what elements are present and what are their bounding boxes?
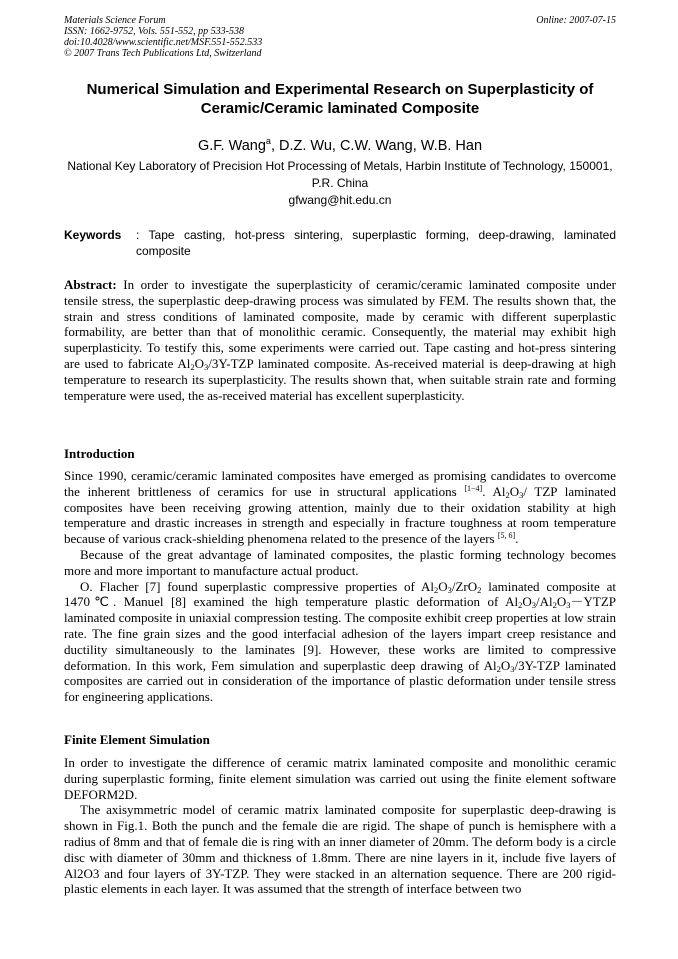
text: O xyxy=(509,483,520,499)
text: . xyxy=(515,531,519,547)
author-email: gfwang@hit.edu.cn xyxy=(288,193,392,207)
subscript: 2 xyxy=(496,663,501,674)
section-heading-introduction: Introduction xyxy=(64,446,135,461)
author-rest: , D.Z. Wu, C.W. Wang, W.B. Han xyxy=(270,137,483,154)
paragraph: Because of the great advantage of laminated composites, the plastic forming technology becomes more and more important to manufacture actual product. xyxy=(64,546,616,578)
subscript: 2 xyxy=(518,600,523,611)
text: / TZP laminated composites have been receiving growing attention, mainly due to their oxidation stability at high temperature and drastic increases in strength and especially in fracture toughness at room temperature because of various crack-shielding phenomena related to the presence of the layers xyxy=(64,483,616,547)
subscript: 2 xyxy=(433,584,439,595)
text: laminated composite at 1470℃. Manuel [8] examined the high temperature plastic deformation of Al xyxy=(64,578,616,610)
citation: [1−4] xyxy=(464,483,483,493)
paragraph: In order to investigate the difference of ceramic matrix laminated composite and monolithic ceramic during superplastic forming, finite element simulation was carried out using the finite element software DEFORM2D. xyxy=(64,755,616,802)
text: /Al xyxy=(535,594,553,610)
author-first: G.F. Wang xyxy=(197,137,266,154)
subscript: 2 xyxy=(190,361,195,372)
abstract xyxy=(64,277,616,403)
text: Since 1990, ceramic/ceramic laminated composites have emerged as promising candidates to overcome the inherent brittleness of ceramics for use in structural applications xyxy=(64,468,616,499)
subscript: 3 xyxy=(531,600,536,611)
text: O. Flacher [7] found superplastic compressive properties of Al xyxy=(80,578,434,594)
text: O xyxy=(556,594,567,610)
paragraph xyxy=(64,468,616,547)
citation: [5, 6] xyxy=(497,531,516,541)
issn-line: ISSN: 1662-9752, Vols. 551-552, pp 533-538 xyxy=(64,26,244,37)
text: O xyxy=(500,657,511,673)
abstract-text: In order to investigate the superplasticity of ceramic/ceramic laminated composite under tensile stress, the superplastic deep-drawing process was simulated by FEM. The results shown that, the strain and stress conditions of laminated composite, made by ceramic with different superplastic formability, are better than that of monolithic ceramic. Consequently, the material may exhibit high superplasticity. To testify this, some experiments were carried out. Tape casting and hot-press sintering are used to fabricate Al xyxy=(64,277,616,371)
subscript: 2 xyxy=(552,600,557,611)
text: . Al xyxy=(482,483,506,499)
affiliation: National Key Laboratory of Precision Hot Processing of Metals, Harbin Institute of Technology, 150001, P.R. China xyxy=(67,159,613,190)
paragraph: The axisymmetric model of ceramic matrix laminated composite for superplastic deep-drawing is shown in Fig.1. Both the punch and the female die are rigid. The shape of punch is hemisphere with a radius of 8mm and that of female die is ring with an inner diameter of 20mm. The deform body is a circle disc with diameter of 30mm and thickness of 1.8mm. There are nine layers in it, include five layers of Al2O3 and four layers of 3Y-TZP. They were stacked in an alternation sequence. There are 200 rigid-plastic elements in each layer. It was assumed that the strength of interface between two xyxy=(64,802,616,897)
subscript: 2 xyxy=(505,489,510,500)
text: O xyxy=(438,578,448,594)
subscript: 3 xyxy=(566,600,571,611)
subscript: 3 xyxy=(447,584,452,595)
introduction-section xyxy=(64,468,616,705)
text: /3Y-TZP laminated composites are carried out in consideration of the importance of plastic deformation under tensile stress for engineering applications. xyxy=(64,657,616,705)
keywords-text: : Tape casting, hot-press sintering, superplastic forming, deep-drawing, laminated composite xyxy=(136,228,616,258)
text: －YTZP laminated composite in uniaxial compression testing. The composite exhibit creep properties at low strain rate. The fine grain sizes and the good interfacial adhesion of the layers impart creep resistance and ductility simultaneously to the laminates [9]. However, these works are limited to compressive deformation. In this work, Fem simulation and superplastic deep drawing of Al xyxy=(64,594,616,673)
subscript: 3 xyxy=(519,489,524,500)
text: O xyxy=(522,594,532,610)
section-heading-finite-element-simulation: Finite Element Simulation xyxy=(64,732,210,747)
publication-header xyxy=(64,15,616,59)
abstract-text: /3Y-TZP laminated composite. As-received material is deep-drawing at high temperature to research its superplasticity. The results shown that, when suitable strain rate and forming temperature were used, the as-received material has excellent superplasticity. xyxy=(64,355,616,403)
subscript: 3 xyxy=(203,361,209,372)
author-affiliation-mark: a xyxy=(265,136,271,146)
keywords-block xyxy=(64,227,616,259)
keywords-label: Keywords xyxy=(64,228,122,242)
doi-line: doi:10.4028/www.scientific.net/MSF.551-552.533 xyxy=(64,37,263,48)
subscript: 2 xyxy=(477,584,482,595)
finite-element-section xyxy=(64,755,616,897)
author-list xyxy=(64,131,616,156)
abstract-label: Abstract: xyxy=(64,277,117,292)
paper-title: Numerical Simulation and Experimental Research on Superplasticity of Ceramic/Ceramic laminated Composite xyxy=(86,81,594,117)
text: /ZrO xyxy=(451,578,478,594)
journal-name: Materials Science Forum xyxy=(64,15,166,26)
copyright-line: © 2007 Trans Tech Publications Ltd, Switzerland xyxy=(64,48,262,59)
abstract-text: O xyxy=(194,355,204,371)
online-date: Online: 2007-07-15 xyxy=(536,15,616,26)
paragraph xyxy=(64,579,616,705)
subscript: 3 xyxy=(510,663,515,674)
